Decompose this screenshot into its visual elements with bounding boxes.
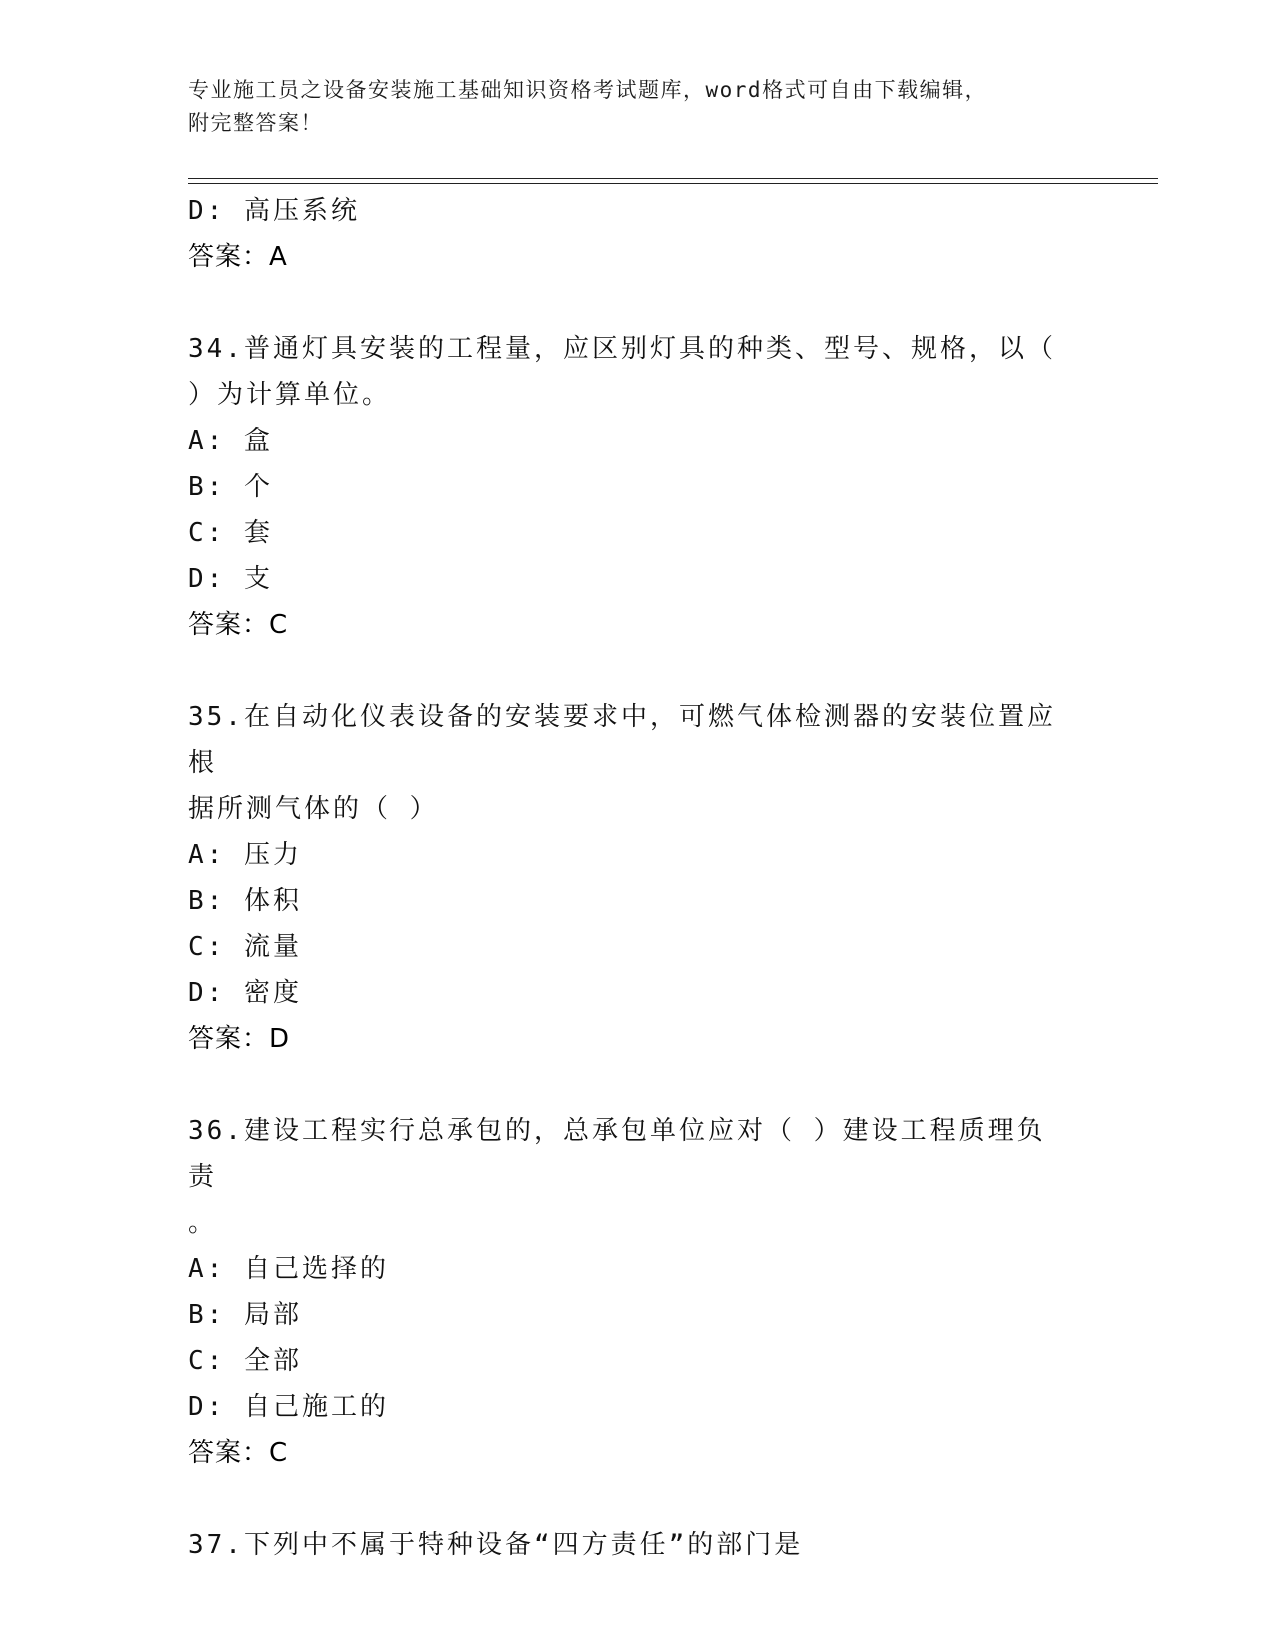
- spacer: [188, 1476, 1088, 1522]
- question-34-option-d: D: 支: [188, 564, 273, 594]
- question-35-option-b: B: 体积: [188, 886, 302, 916]
- document-header: [188, 74, 1068, 140]
- header-divider-bottom: [188, 183, 1158, 184]
- spacer: [188, 648, 1088, 694]
- prev-question-option-d: D: 高压系统: [188, 196, 360, 226]
- question-35-option-d: D: 密度: [188, 978, 302, 1008]
- question-35-option-c: C: 流量: [188, 932, 302, 962]
- question-35-option-a: A: 压力: [188, 840, 302, 870]
- question-34: [188, 326, 1088, 648]
- question-36: [188, 1108, 1088, 1476]
- header-line-1: 专业施工员之设备安装施工基础知识资格考试题库，word格式可自由下载编辑，: [188, 78, 988, 102]
- question-35-stem-line-1: 35.在自动化仪表设备的安装要求中，可燃气体检测器的安装位置应根: [188, 702, 1056, 778]
- question-36-stem-line-1: 36.建设工程实行总承包的，总承包单位应对（ ）建设工程质理负责: [188, 1116, 1046, 1192]
- header-divider-top: [188, 178, 1158, 179]
- question-36-option-a: A: 自己选择的: [188, 1254, 389, 1284]
- question-34-stem-line-2: ）为计算单位。: [188, 380, 392, 410]
- question-content: [188, 188, 1088, 1568]
- question-36-option-c: C: 全部: [188, 1346, 302, 1376]
- question-34-stem-line-1: 34.普通灯具安装的工程量，应区别灯具的种类、型号、规格，以（: [188, 334, 1056, 364]
- question-34-option-b: B: 个: [188, 472, 273, 502]
- header-line-2: 附完整答案！: [188, 111, 323, 135]
- question-34-option-c: C: 套: [188, 518, 273, 548]
- question-35-answer: 答案：D: [188, 1024, 291, 1054]
- question-34-answer: 答案：C: [188, 610, 289, 640]
- question-37: [188, 1522, 1088, 1568]
- question-36-option-d: D: 自己施工的: [188, 1392, 389, 1422]
- prev-question-answer: 答案：A: [188, 242, 288, 272]
- question-36-stem-line-2: 。: [188, 1208, 218, 1238]
- question-35: [188, 694, 1088, 1062]
- question-36-option-b: B: 局部: [188, 1300, 302, 1330]
- spacer: [188, 1062, 1088, 1108]
- spacer: [188, 280, 1088, 326]
- question-36-answer: 答案：C: [188, 1438, 289, 1468]
- question-37-stem-line-1: 37.下列中不属于特种设备“四方责任”的部门是: [188, 1530, 804, 1560]
- question-35-stem-line-2: 据所测气体的（ ）: [188, 794, 439, 824]
- question-34-option-a: A: 盒: [188, 426, 273, 456]
